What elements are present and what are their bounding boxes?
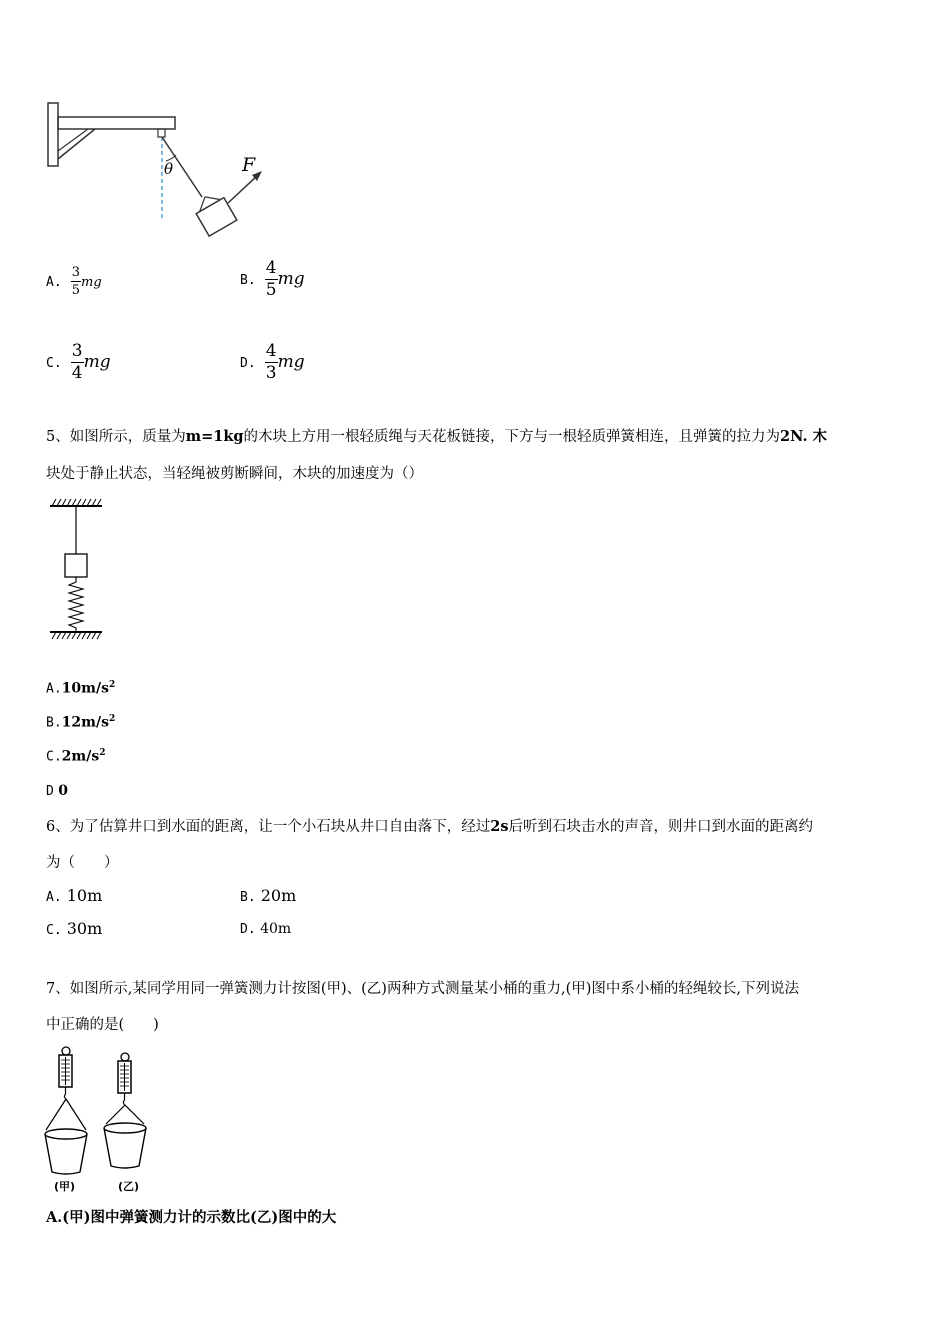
- fraction: $\frac{3}{4}$: [71, 341, 83, 383]
- q6-option-a[interactable]: A. 10m: [46, 886, 103, 905]
- q5-option-d[interactable]: D 0: [46, 783, 69, 799]
- force-label: F: [242, 154, 256, 176]
- option-label: A.: [46, 275, 62, 290]
- q6-question-line1: 6、为了估算井口到水面的距离，让一个小石块从井口自由落下，经过2s后听到石块击水的声音，则井口到水面的距离约: [46, 818, 813, 835]
- theta-label: θ: [164, 160, 174, 178]
- q4-option-a[interactable]: A. $\frac{3}{5}$ mg: [46, 265, 102, 298]
- q6-option-b[interactable]: B. 20m: [240, 886, 297, 905]
- q5-question-line2: 块处于静止状态，当轻绳被剪断瞬间，木块的加速度为（）: [46, 466, 423, 482]
- fig-label-yi: (乙): [118, 1180, 140, 1193]
- q5-figure: [44, 496, 110, 646]
- q7-option-a[interactable]: A.(甲)图中弹簧测力计的示数比(乙)图中的大: [46, 1209, 337, 1226]
- fig-label-jia: (甲): [54, 1180, 76, 1193]
- q5-option-a[interactable]: $A.10m/s^2$: [46, 680, 116, 697]
- option-label: C.: [46, 356, 62, 371]
- q4-option-b[interactable]: B. $\frac{4}{5}$ mg: [240, 258, 305, 300]
- q7-question-line1: 7、如图所示,某同学用同一弹簧测力计按图(甲)、(乙)两种方式测量某小桶的重力,(甲)图中系小桶的轻绳较长,下列说法: [46, 981, 799, 997]
- q6-option-c[interactable]: C. 30m: [46, 919, 103, 938]
- option-label: D.: [240, 356, 256, 371]
- q4-figure: [40, 95, 280, 245]
- fraction: $\frac{3}{5}$: [71, 265, 81, 298]
- q4-option-c[interactable]: C. $\frac{3}{4}$ mg: [46, 341, 111, 383]
- q5-option-c[interactable]: $C.2m/s^2$: [46, 748, 106, 765]
- q7-question-line2: 中正确的是( ): [46, 1017, 159, 1033]
- q5-question-line1: 5、如图所示，质量为m=1kg的木块上方用一根轻质绳与天花板链接，下方与一根轻质弹簧相连，且弹簧的拉力为2N. 木: [46, 428, 828, 445]
- q6-option-d[interactable]: D. 40m: [240, 921, 292, 937]
- fraction: $\frac{4}{3}$: [265, 341, 277, 383]
- option-label: B.: [240, 273, 256, 288]
- q5-option-b[interactable]: $B.12m/s^2$: [46, 714, 116, 731]
- q7-figure: [40, 1044, 160, 1196]
- q4-option-d[interactable]: D. $\frac{4}{3}$ mg: [240, 341, 305, 383]
- fraction: $\frac{4}{5}$: [265, 258, 277, 300]
- q6-question-line2: 为（ ）: [46, 855, 119, 871]
